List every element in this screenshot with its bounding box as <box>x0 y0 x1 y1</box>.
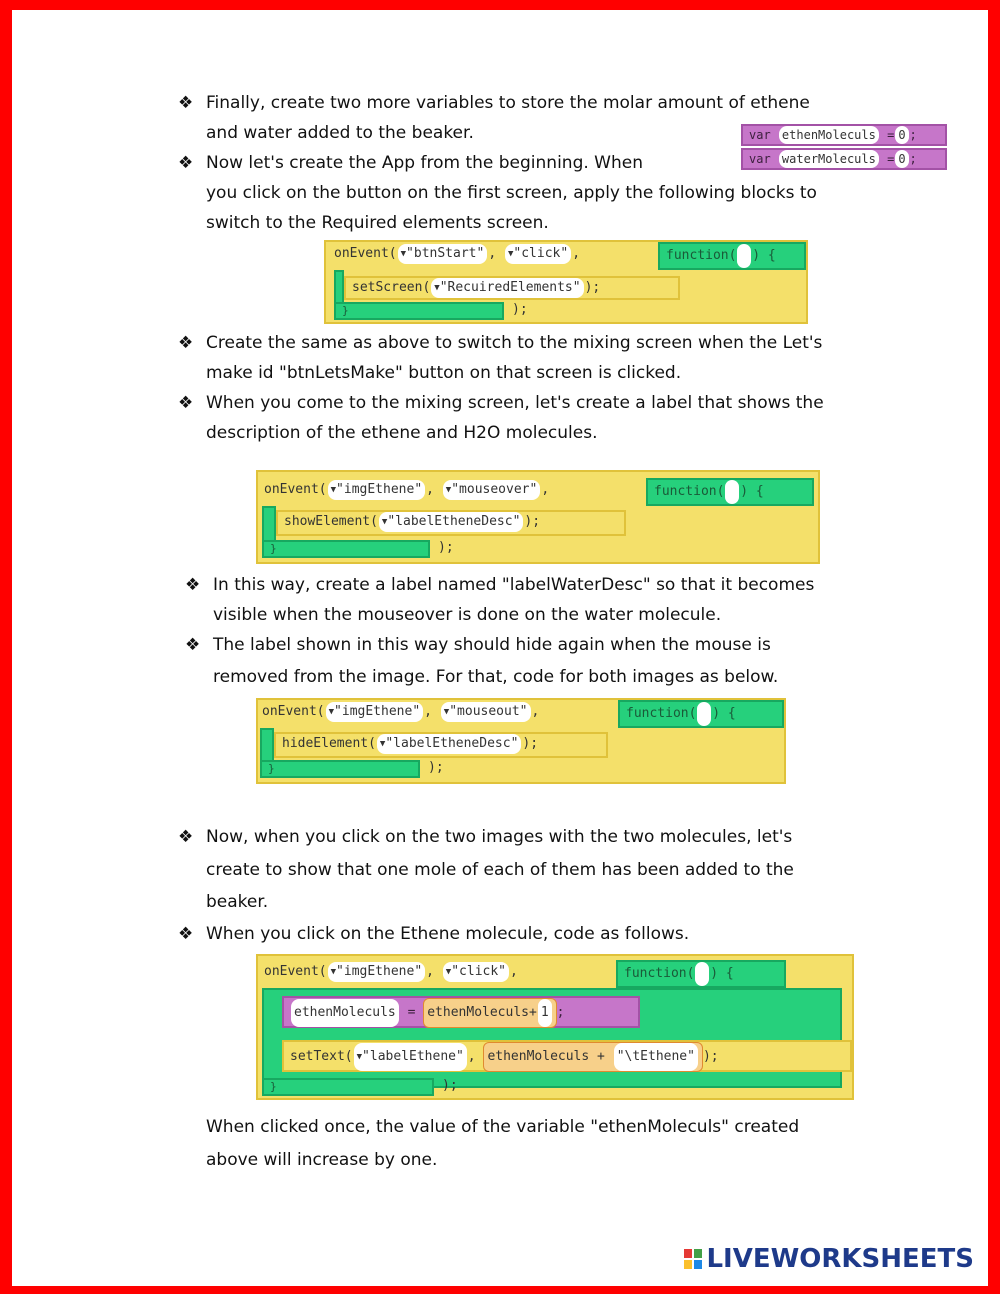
liveworksheets-logo <box>684 1244 974 1274</box>
dropdown-element[interactable] <box>379 512 523 532</box>
assign-op: = <box>887 128 895 142</box>
function-keyword: function( <box>624 966 695 981</box>
id-value: "imgEthene" <box>336 964 423 979</box>
assign-block[interactable] <box>282 996 640 1028</box>
dropdown-icon: ▼ <box>356 1052 363 1062</box>
assign-op: = <box>407 1005 416 1020</box>
assign-op: = <box>887 152 895 166</box>
value-pill: 0 <box>895 150 908 168</box>
dropdown-id[interactable] <box>328 480 426 500</box>
comma: , <box>572 246 581 261</box>
event-value: "click" <box>451 964 507 979</box>
text-line: switch to the Required elements screen. <box>206 213 549 233</box>
text-line: beaker. <box>206 892 269 912</box>
id-value: "btnStart" <box>406 246 485 261</box>
close-call: ); <box>438 540 454 555</box>
comma: , <box>467 1049 476 1064</box>
hideelement-block[interactable] <box>274 732 608 758</box>
dropdown-id[interactable] <box>328 962 426 982</box>
bullet-glyph: ❖ <box>178 393 194 413</box>
comma: , <box>531 704 540 719</box>
hideelement-keyword: hideElement( <box>282 736 376 751</box>
dropdown-icon: ▼ <box>434 283 440 293</box>
dropdown-event[interactable] <box>505 244 571 264</box>
bullet-glyph: ❖ <box>178 924 194 944</box>
dropdown-label[interactable] <box>354 1043 467 1071</box>
call-close <box>422 758 450 778</box>
id-value: "imgEthene" <box>336 482 423 497</box>
onevent-keyword: onEvent( <box>264 964 327 979</box>
text-line: The label shown in this way should hide again when the mouse is <box>213 635 771 655</box>
text-line: description of the ethene and H2O molecules. <box>206 423 598 443</box>
logo-text: LIVEWORKSHEETS <box>706 1244 974 1274</box>
dropdown-icon: ▼ <box>328 707 335 717</box>
text-line: Now let's create the App from the beginning. When <box>206 153 643 173</box>
param-slot <box>725 480 739 504</box>
close-brace: } <box>270 1080 277 1093</box>
function-block[interactable] <box>616 960 786 988</box>
settext-keyword: setText( <box>290 1049 353 1064</box>
function-keyword: function( <box>654 484 725 499</box>
function-close <box>262 540 430 558</box>
close-call: ); <box>522 736 539 751</box>
dropdown-icon: ▼ <box>443 707 450 717</box>
semicolon: ; <box>909 128 917 142</box>
screen-value: "RecuiredElements" <box>439 280 581 295</box>
bullet-glyph: ❖ <box>178 827 194 847</box>
element-value: "labelEtheneDesc" <box>385 736 519 751</box>
add-expression[interactable] <box>423 998 556 1028</box>
comma: , <box>510 964 518 979</box>
text-line: create to show that one mole of each of them has been added to the <box>206 860 794 880</box>
param-slot <box>697 702 711 726</box>
function-end: ) { <box>752 248 776 263</box>
comma: , <box>541 482 550 497</box>
comma: , <box>488 246 497 261</box>
showelement-block[interactable] <box>276 510 626 536</box>
dropdown-event[interactable] <box>443 480 541 500</box>
dropdown-screen[interactable] <box>431 278 583 298</box>
dropdown-icon: ▼ <box>330 967 337 977</box>
var-name: ethenMoleculs <box>487 1049 590 1064</box>
onevent-keyword: onEvent( <box>264 482 327 497</box>
param-slot <box>695 962 709 986</box>
close-brace: } <box>268 762 275 775</box>
function-keyword: function( <box>666 248 737 263</box>
comma: , <box>426 482 434 497</box>
bullet-glyph: ❖ <box>185 635 201 655</box>
semicolon: ; <box>909 152 917 166</box>
var-name: waterMoleculs <box>779 150 879 168</box>
value-pill: 0 <box>895 126 908 144</box>
call-close <box>432 538 460 558</box>
function-block[interactable] <box>646 478 814 506</box>
close-call: ); <box>428 760 444 775</box>
dropdown-id[interactable] <box>398 244 488 264</box>
close-call: ); <box>584 280 601 295</box>
var-block-ethene[interactable] <box>741 124 947 146</box>
close-call: ); <box>512 302 528 317</box>
close-call: ); <box>524 514 541 529</box>
function-keyword: function( <box>626 706 697 721</box>
param-slot <box>737 244 751 268</box>
setscreen-block[interactable] <box>344 276 680 300</box>
onevent-header <box>328 244 586 264</box>
bullet-glyph: ❖ <box>178 93 194 113</box>
onevent-header <box>258 962 524 982</box>
var-name: ethenMoleculs <box>779 126 879 144</box>
logo-icon <box>684 1249 702 1269</box>
dropdown-id[interactable] <box>326 702 424 722</box>
worksheet-page <box>12 10 988 1286</box>
comma: , <box>424 704 432 719</box>
dropdown-event[interactable] <box>443 962 509 982</box>
dropdown-icon: ▼ <box>400 249 407 259</box>
dropdown-icon: ▼ <box>379 739 386 749</box>
setscreen-keyword: setScreen( <box>352 280 431 295</box>
function-end: ) { <box>740 484 764 499</box>
text-line: In this way, create a label named "labelWaterDesc" so that it becomes <box>213 575 815 595</box>
var-keyword: var <box>749 128 771 142</box>
close-call: ); <box>702 1049 719 1064</box>
dropdown-icon: ▼ <box>445 967 452 977</box>
label-value: "labelEthene" <box>362 1049 464 1064</box>
dropdown-element[interactable] <box>377 734 521 754</box>
dropdown-icon: ▼ <box>507 249 514 259</box>
onevent-header <box>256 702 545 722</box>
onevent-keyword: onEvent( <box>262 704 325 719</box>
text-line: When you click on the Ethene molecule, code as follows. <box>206 924 690 944</box>
comma: , <box>426 964 434 979</box>
text-line: removed from the image. For that, code for both images as below. <box>213 667 779 687</box>
concat-expression[interactable] <box>483 1042 703 1072</box>
dropdown-icon: ▼ <box>381 517 388 527</box>
element-value: "labelEtheneDesc" <box>387 514 521 529</box>
close-brace: } <box>342 304 349 317</box>
plus-op: + <box>528 1005 537 1020</box>
onevent-keyword: onEvent( <box>334 246 397 261</box>
id-value: "imgEthene" <box>334 704 421 719</box>
function-close <box>260 760 420 778</box>
semicolon: ; <box>556 1005 565 1020</box>
close-brace: } <box>270 542 277 555</box>
text-line: above will increase by one. <box>206 1150 438 1170</box>
string-value: "\tEthene" <box>614 1043 698 1071</box>
dropdown-icon: ▼ <box>445 485 452 495</box>
function-block[interactable] <box>618 700 784 728</box>
dropdown-icon: ▼ <box>330 485 337 495</box>
text-line: you click on the button on the first screen, apply the following blocks to <box>206 183 817 203</box>
bullet-glyph: ❖ <box>178 333 194 353</box>
call-close <box>506 300 534 320</box>
function-close <box>334 302 504 320</box>
event-value: "click" <box>513 246 569 261</box>
text-line: When you come to the mixing screen, let's create a label that shows the <box>206 393 824 413</box>
bullet-glyph: ❖ <box>178 153 194 173</box>
call-close <box>436 1076 464 1096</box>
text-line: Now, when you click on the two images with the two molecules, let's <box>206 827 793 847</box>
event-value: "mouseover" <box>451 482 538 497</box>
function-end: ) { <box>710 966 734 981</box>
onevent-header <box>258 480 555 500</box>
value-pill: 1 <box>538 999 552 1027</box>
plus-op: + <box>597 1049 605 1064</box>
var-name: ethenMoleculs <box>427 1005 529 1020</box>
text-line: Create the same as above to switch to the mixing screen when the Let's <box>206 333 823 353</box>
var-block-water[interactable] <box>741 148 947 170</box>
text-line: and water added to the beaker. <box>206 123 474 143</box>
function-end: ) { <box>712 706 736 721</box>
showelement-keyword: showElement( <box>284 514 378 529</box>
function-close <box>262 1078 434 1096</box>
text-line: visible when the mouseover is done on the water molecule. <box>213 605 722 625</box>
event-value: "mouseout" <box>449 704 528 719</box>
dropdown-event[interactable] <box>441 702 531 722</box>
bullet-glyph: ❖ <box>185 575 201 595</box>
text-line: When clicked once, the value of the variable "ethenMoleculs" created <box>206 1117 800 1137</box>
text-line: Finally, create two more variables to store the molar amount of ethene <box>206 93 810 113</box>
function-block[interactable] <box>658 242 806 270</box>
settext-block[interactable] <box>282 1040 852 1072</box>
var-name: ethenMoleculs <box>291 999 399 1027</box>
var-keyword: var <box>749 152 771 166</box>
close-call: ); <box>442 1078 458 1093</box>
text-line: make id "btnLetsMake" button on that screen is clicked. <box>206 363 682 383</box>
